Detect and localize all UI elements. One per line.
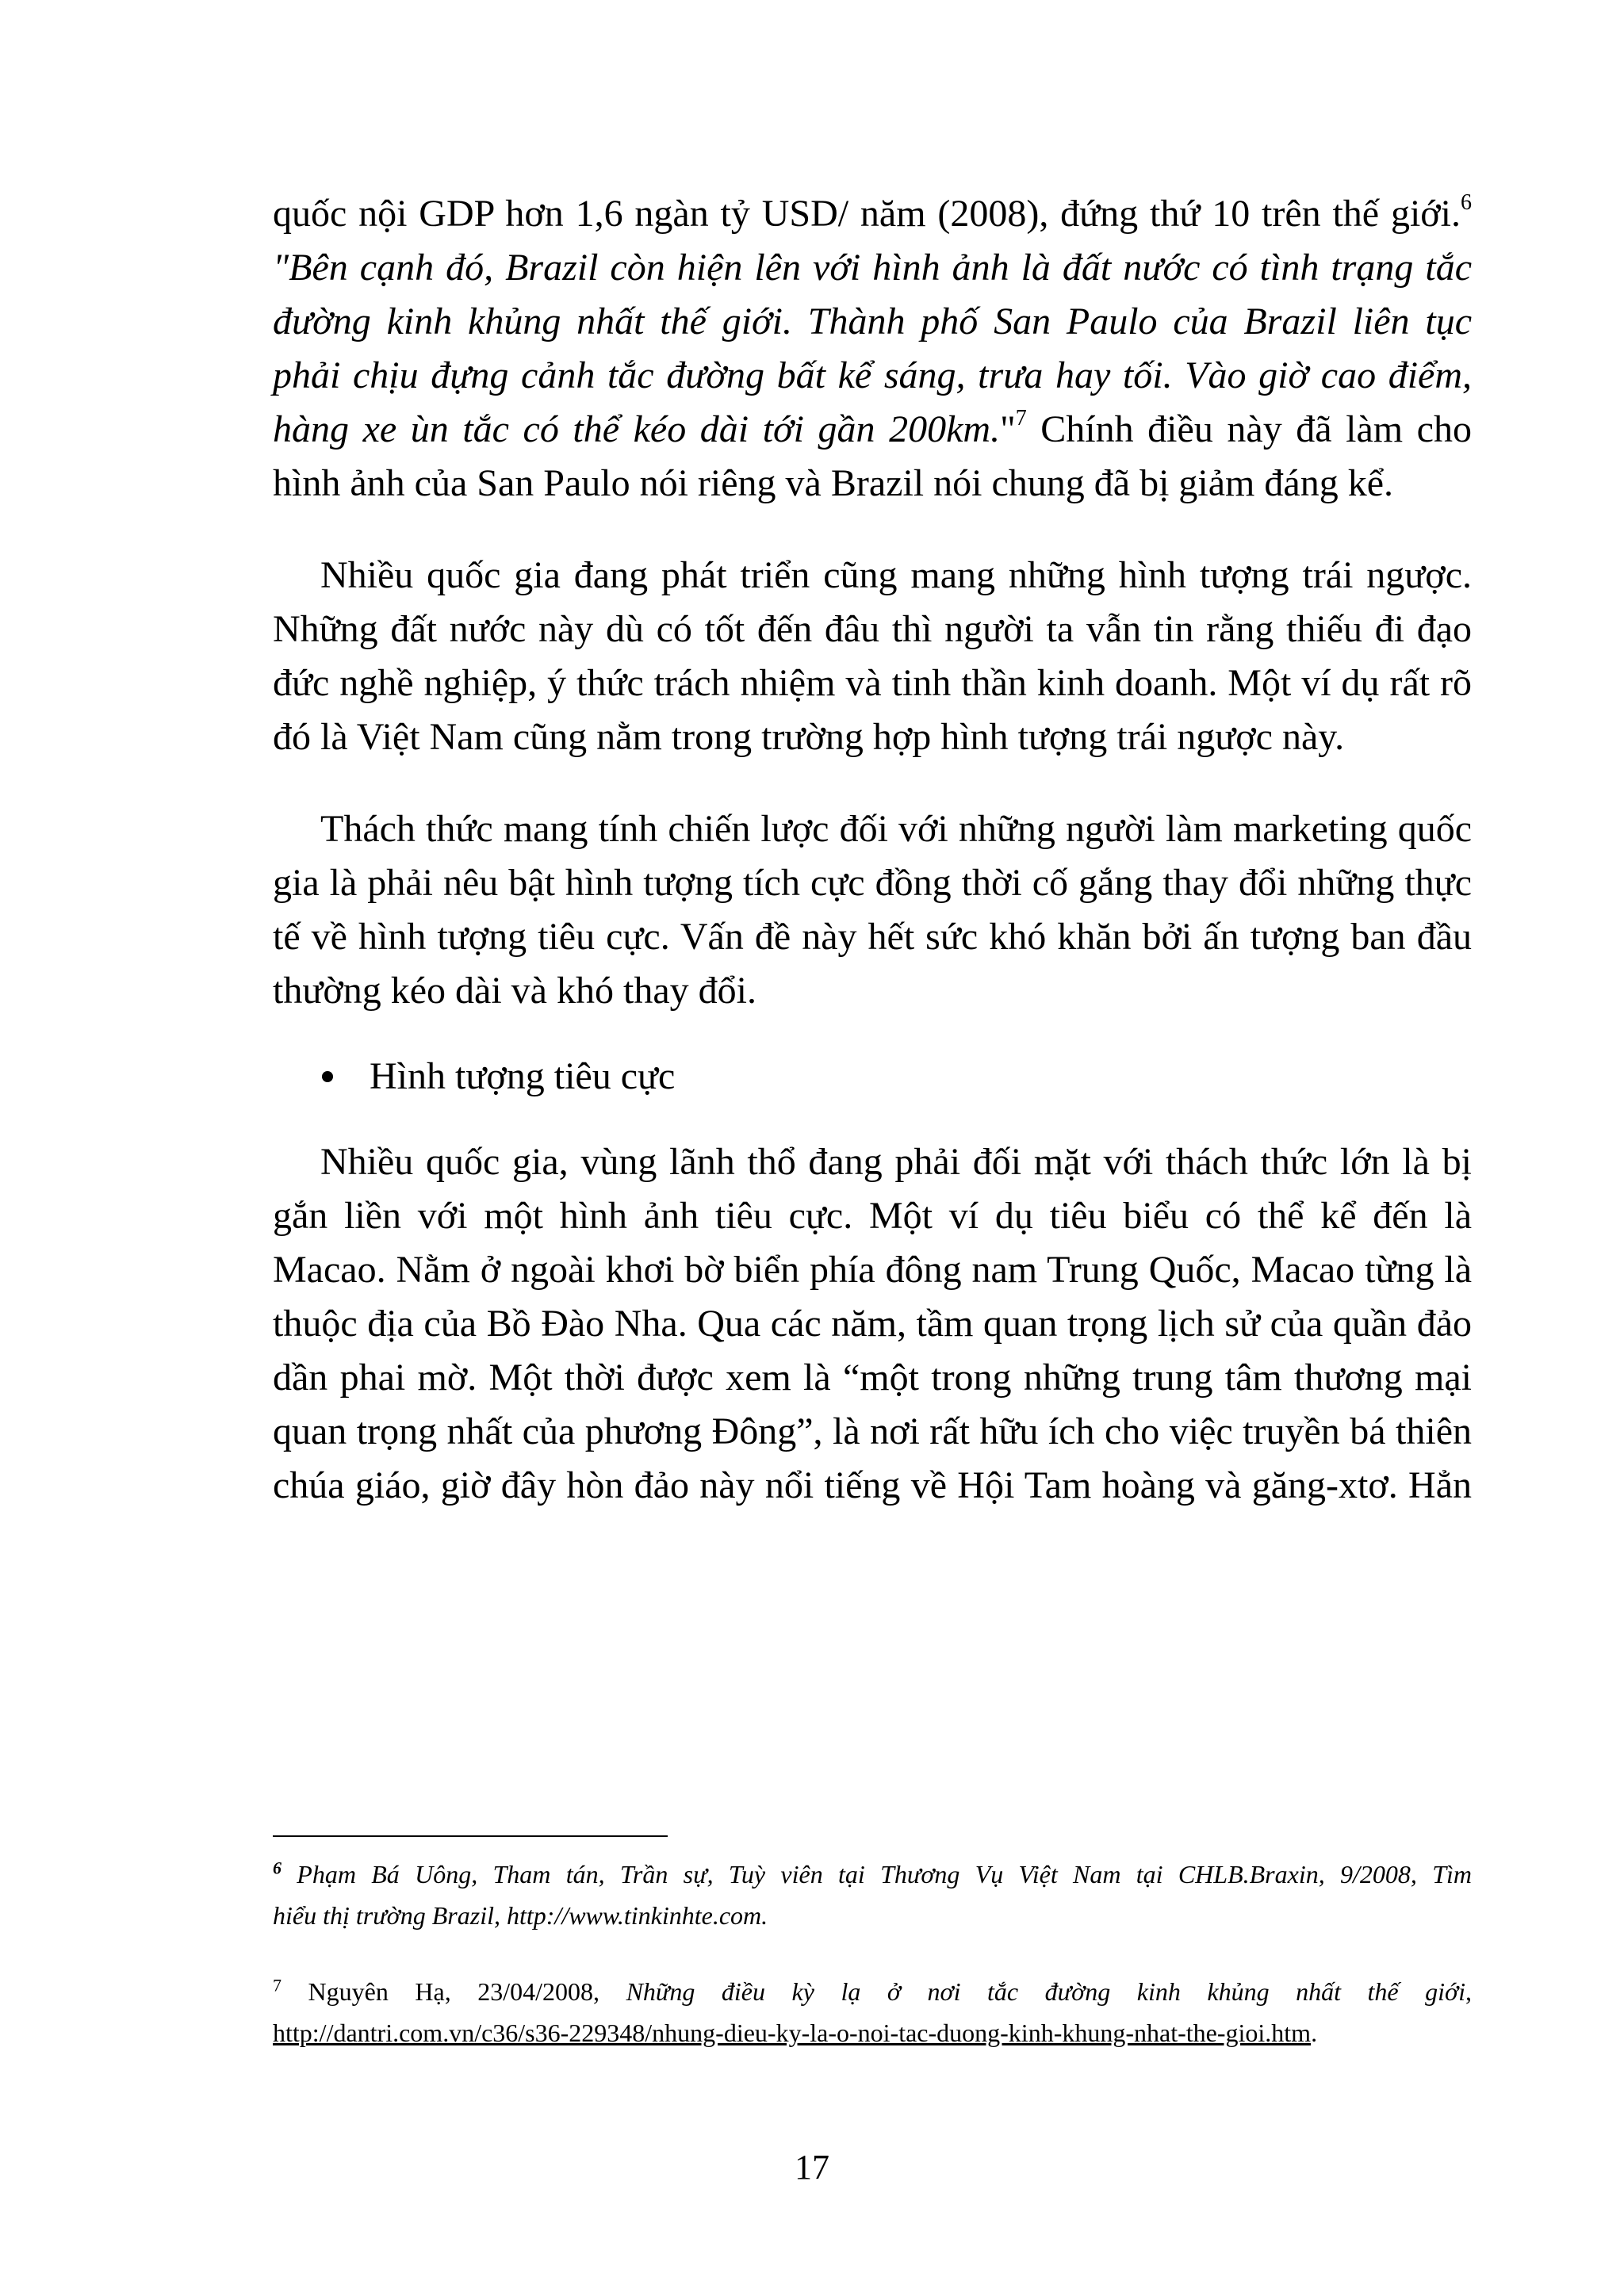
footnote-text: , (1465, 1977, 1473, 2006)
footnote-text: . (1311, 2019, 1318, 2047)
text-line: Nhiều quốc gia, vùng lãnh thổ đang phải đối mặt với thách thức lớn là bị (320, 1141, 1472, 1183)
footnote-line: hiểu thị trường Brazil, http://www.tinkinhte.com. (273, 1901, 768, 1930)
text-line: hình ảnh của San Paulo nói riêng và Brazil nói chung đã bị giảm đáng kể. (273, 462, 1393, 504)
footnote-line (273, 1854, 1472, 1895)
footnote-line (273, 1971, 1472, 2012)
paragraph-4 (273, 1135, 1472, 1513)
text-line: gắn liền với một hình ảnh tiêu cực. Một ví dụ tiêu biểu có thể kể đến là (273, 1195, 1472, 1237)
footnote-7 (273, 1971, 1472, 2053)
text-line: đường kinh khủng nhất thế giới. Thành phố San Paulo của Brazil liên tục (273, 300, 1472, 342)
footnote-mark: 7 (273, 1975, 282, 1996)
footnote-mark: 6 (273, 1858, 282, 1878)
paragraph-3 (273, 802, 1472, 1018)
italic-span: hàng xe ùn tắc có thể kéo dài tới gần 200km. (273, 408, 1001, 450)
paragraph-1 (273, 187, 1472, 511)
bullet-icon (322, 1071, 333, 1082)
text-line: quan trọng nhất của phương Đông”, là nơi rất hữu ích cho việc truyền bá thiên (273, 1410, 1472, 1452)
footnote-separator (273, 1835, 668, 1837)
page-body (273, 187, 1472, 1513)
text-line: thường kéo dài và khó thay đổi. (273, 970, 756, 1012)
text-line: Những đất nước này dù có tốt đến đâu thì người ta vẫn tin rằng thiếu đi đạo (273, 608, 1472, 650)
text-line: "Bên cạnh đó, Brazil còn hiện lên với hình ảnh là đất nước có tình trạng tắc (273, 247, 1472, 289)
footnote-line (273, 2012, 1472, 2053)
text-line: dần phai mờ. Một thời được xem là “một trong những trung tâm thương mại (273, 1357, 1472, 1399)
text-line: thuộc địa của Bồ Đào Nha. Qua các năm, tầm quan trọng lịch sử của quần đảo (273, 1303, 1472, 1345)
text-line: đó là Việt Nam cũng nằm trong trường hợp hình tượng trái ngược này. (273, 716, 1345, 758)
bullet-item (322, 1050, 1472, 1104)
text-line (273, 187, 1472, 241)
footnote-6 (273, 1854, 1472, 1936)
text-span: Chính điều này đã làm cho (1026, 408, 1472, 450)
footnote-link[interactable]: http://dantri.com.vn/c36/s36-229348/nhung-dieu-ky-la-o-noi-tac-duong-kinh-khung-nhat-the-gioi.htm (273, 2019, 1312, 2047)
text-line: Nhiều quốc gia đang phát triển cũng mang những hình tượng trái ngược. (320, 554, 1472, 596)
text-line: đức nghề nghiệp, ý thức trách nhiệm và tinh thần kinh doanh. Một ví dụ rất rõ (273, 662, 1472, 704)
paragraph-2 (273, 549, 1472, 764)
footnote-text: Nguyên Hạ, 23/04/2008, (308, 1977, 626, 2006)
text-line (273, 403, 1472, 457)
bullet-label: Hình tượng tiêu cực (370, 1055, 676, 1097)
quote-mark: " (1000, 408, 1016, 450)
text-line: gia là phải nêu bật hình tượng tích cực đồng thời cố gắng thay đổi những thực (273, 862, 1472, 904)
footnote-title: Những điều kỳ lạ ở nơi tắc đường kinh khủng nhất thế giới (626, 1977, 1466, 2006)
text-line: tế về hình tượng tiêu cực. Vấn đề này hết sức khó khăn bởi ấn tượng ban đầu (273, 916, 1472, 958)
text-line: Thách thức mang tính chiến lược đối với những người làm marketing quốc (320, 808, 1472, 850)
text-line: chúa giáo, giờ đây hòn đảo này nổi tiếng về Hội Tam hoàng và găng-xtơ. Hẳn (273, 1464, 1472, 1506)
footnote-ref-6[interactable]: 6 (1461, 190, 1472, 215)
footnotes (273, 1854, 1472, 2053)
text-span: quốc nội GDP hơn 1,6 ngàn tỷ USD/ năm (2008), đứng thứ 10 trên thế giới. (273, 193, 1461, 235)
footnote-text: Phạm Bá Uông, Tham tán, Trần sự, Tuỳ viên tại Thương Vụ Việt Nam tại CHLB.Braxin, 9/2008, Tìm (297, 1860, 1472, 1888)
footnote-ref-7[interactable]: 7 (1015, 406, 1027, 430)
text-line: Macao. Nằm ở ngoài khơi bờ biển phía đông nam Trung Quốc, Macao từng là (273, 1249, 1472, 1291)
page-number: 17 (795, 2148, 829, 2187)
text-line: phải chịu đựng cảnh tắc đường bất kể sáng, trưa hay tối. Vào giờ cao điểm, (273, 354, 1472, 396)
